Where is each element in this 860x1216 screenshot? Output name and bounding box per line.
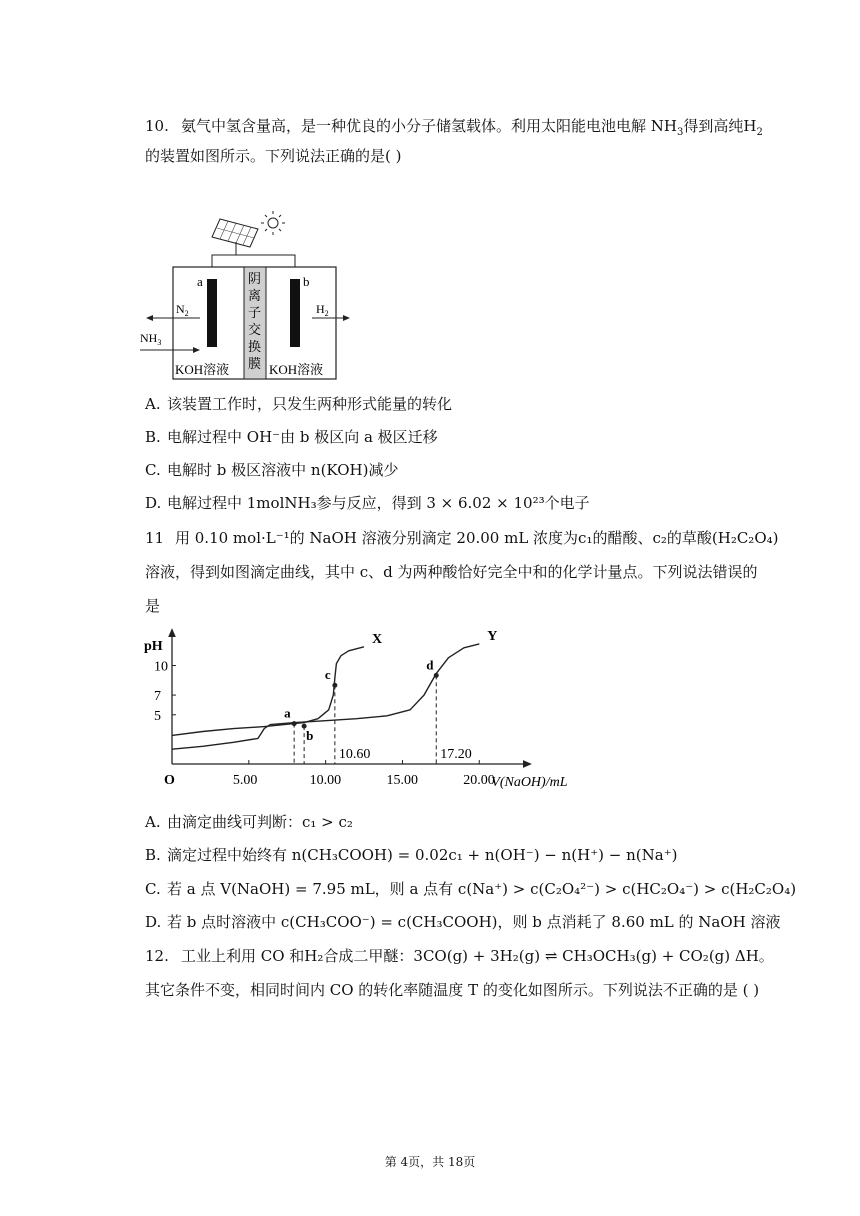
y-tick-label: 5 [154,708,161,724]
svg-text:换: 换 [248,339,262,354]
x-tick-label: 10.00 [309,773,342,788]
point-a-label: a [284,705,291,721]
q10-option-a: A. 该装置工作时，只发生两种形式能量的转化 [145,395,453,413]
left-solution-label: KOH溶液 [175,362,230,377]
point-a [292,721,297,726]
q10-number: 10. [145,117,169,135]
series-y-label: Y [487,628,498,644]
sun-icon [261,211,285,235]
point-c-label: c [324,667,331,683]
n2-label: $N_2$ [176,302,189,318]
q11-number: 11 [145,529,165,547]
q11-option-a: A. 由滴定曲线可判断：c₁ > c₂ [145,813,353,831]
q10-option-d: D. 电解过程中 1molNH₃参与反应，得到 3 × 6.02 × 10²³个电子 [145,494,590,512]
x-tick-label: 5.00 [232,773,258,788]
y-tick-label: 10 [154,659,168,675]
q10-option-b: B. 电解过程中 OH⁻由 b 极区向 a 极区迁移 [145,428,438,446]
q10-stem-line2: 的装置如图所示。下列说法正确的是( ) [145,147,402,165]
annotation-10-60: 10.60 [338,747,371,762]
q12-number: 12. [145,947,169,965]
electrolysis-figure [140,205,350,385]
q11-option-b: B. 滴定过程中始终有 n(CH₃COOH) = 0.02c₁ + n(OH⁻) − n(H⁺) − n(Na⁺) [145,846,678,864]
q11-option-c: C. 若 a 点 V(NaOH) = 7.95 mL，则 a 点有 c(Na⁺) > c(C₂O₄²⁻) > c(HC₂O₄⁻) > c(H₂C₂O₄) [145,880,797,898]
point-b-label: b [306,728,314,744]
x-axis-label: V(NaOH)/mL [491,775,568,790]
right-solution-label: KOH溶液 [269,362,324,377]
h2-label: $H_2$ [316,302,329,318]
q12-stem-line2: 其它条件不变，相同时间内 CO 的转化率随温度 T 的变化如图所示。下列说法不正确的是 ( ) [145,981,760,999]
svg-text:阴: 阴 [248,271,262,286]
point-c [332,683,337,688]
svg-text:交: 交 [248,322,262,337]
svg-text:子: 子 [248,305,262,320]
titration-chart [140,626,568,794]
q12-stem-line1: 12. 工业上利用 CO 和H₂合成二甲醚：3CO(g) + 3H₂(g) ⇌ CH₃OCH₃(g) + CO₂(g) ΔH。 [145,947,774,965]
svg-text:离: 离 [248,288,262,303]
x-tick-label: 15.00 [386,773,418,788]
solar-panel-icon [212,219,258,255]
q11-stem-line1: 11 用 0.10 mol·L⁻¹的 NaOH 溶液分别滴定 20.00 mL 浓度为c₁的醋酸、c₂的草酸(H₂C₂O₄) [145,529,779,547]
electrode-a-label: a [197,274,203,289]
nh3-label: $NH_3$ [140,331,162,347]
q11-option-d: D. 若 b 点时溶液中 c(CH₃COO⁻) = c(CH₃COOH)，则 b 点消耗了 8.60 mL 的 NaOH 溶液 [145,913,781,931]
svg-text:膜: 膜 [248,356,262,371]
series-x-label: X [372,631,383,647]
origin-label: O [164,773,175,788]
q11-stem-line2: 溶液，得到如图滴定曲线，其中 c、d 为两种酸恰好完全中和的化学计量点。下列说法错误的 [145,563,758,581]
point-d-label: d [426,657,434,673]
q10-stem-line1: 10. 氨气中氢含量高，是一种优良的小分子储氢载体。利用太阳能电池电解 $NH_3$得到高纯$H_2$ [145,117,763,138]
q10-option-c: C. 电解时 b 极区溶液中 n(KOH)减少 [145,461,399,479]
annotation-17-20: 17.20 [440,747,472,762]
y-axis-label: pH [144,639,163,654]
point-d [434,673,439,678]
q11-stem-line3: 是 [145,597,161,615]
electrode-b-label: b [303,274,310,289]
x-tick-label: 20.00 [463,773,495,788]
page-footer: 第 4页，共 18页 [384,1155,476,1169]
y-tick-label: 7 [154,689,161,705]
